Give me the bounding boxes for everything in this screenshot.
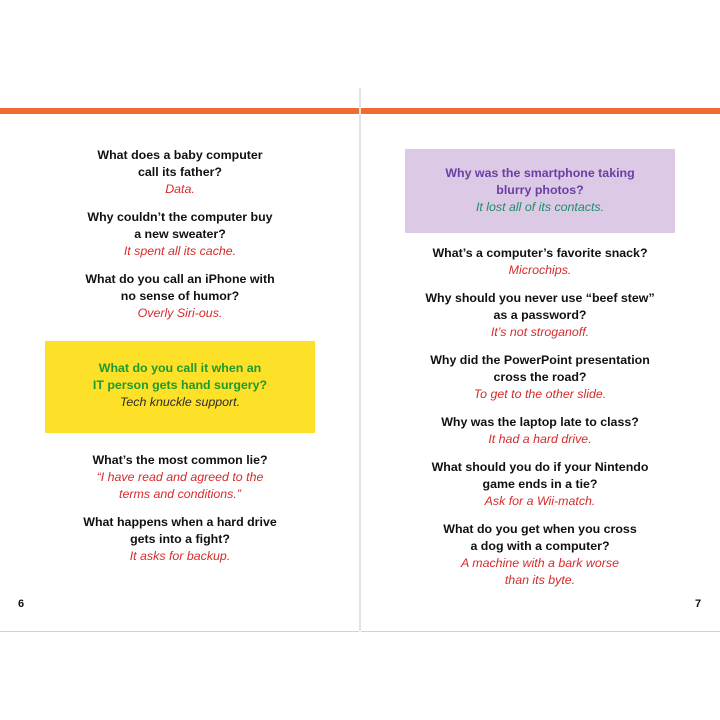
left-page xyxy=(0,88,359,632)
joke-6 xyxy=(375,521,705,589)
joke-question: What do you get when you cross a dog with a computer? xyxy=(443,522,637,553)
joke-question: Why did the PowerPoint presentation cross the road? xyxy=(430,353,650,384)
joke-question: What do you call it when an IT person gets hand surgery? xyxy=(92,361,268,392)
book-spread xyxy=(0,88,720,631)
joke-2 xyxy=(375,290,705,341)
highlight-box-purple xyxy=(405,149,675,233)
joke-1 xyxy=(30,147,330,198)
joke-answer: It lost all of its contacts. xyxy=(475,200,605,214)
highlight-joke xyxy=(45,360,315,411)
joke-3 xyxy=(375,352,705,403)
header-stripe xyxy=(0,108,359,114)
page-number: 7 xyxy=(695,598,702,610)
page-number: 6 xyxy=(18,598,25,610)
highlight-joke xyxy=(405,165,675,216)
joke-answer: Microchips. xyxy=(508,263,572,277)
joke-3 xyxy=(30,271,330,322)
joke-answer: It’s not stroganoff. xyxy=(490,325,590,339)
joke-question: Why was the smartphone taking blurry photos? xyxy=(445,166,635,197)
header-stripe xyxy=(361,108,720,114)
joke-answer: Overly Siri-ous. xyxy=(137,306,223,320)
joke-answer: Data. xyxy=(165,182,195,196)
joke-question: What’s a computer’s favorite snack? xyxy=(432,246,648,260)
joke-answer: “I have read and agreed to the terms and conditions.” xyxy=(96,470,264,501)
joke-question: What’s the most common lie? xyxy=(92,453,268,467)
joke-4 xyxy=(30,452,330,503)
joke-5 xyxy=(375,459,705,510)
joke-answer: Ask for a Wii-match. xyxy=(484,494,596,508)
joke-1 xyxy=(375,245,705,279)
joke-question: What happens when a hard drive gets into a fight? xyxy=(83,515,277,546)
joke-5 xyxy=(30,514,330,565)
joke-answer: It had a hard drive. xyxy=(488,432,592,446)
joke-question: What should you do if your Nintendo game ends in a tie? xyxy=(431,460,649,491)
highlight-box-yellow xyxy=(45,341,315,433)
joke-4 xyxy=(375,414,705,448)
joke-question: Why was the laptop late to class? xyxy=(441,415,639,429)
joke-answer: A machine with a bark worse than its byte. xyxy=(461,556,619,587)
joke-question: What do you call an iPhone with no sense of humor? xyxy=(85,272,275,303)
joke-answer: It asks for backup. xyxy=(129,549,231,563)
joke-question: Why couldn’t the computer buy a new sweater? xyxy=(87,210,273,241)
joke-2 xyxy=(30,209,330,260)
joke-question: Why should you never use “beef stew” as a password? xyxy=(425,291,655,322)
joke-answer: It spent all its cache. xyxy=(123,244,237,258)
joke-answer: To get to the other slide. xyxy=(473,387,607,401)
joke-question: What does a baby computer call its father? xyxy=(97,148,263,179)
joke-answer: Tech knuckle support. xyxy=(119,395,241,409)
right-page xyxy=(361,88,720,632)
